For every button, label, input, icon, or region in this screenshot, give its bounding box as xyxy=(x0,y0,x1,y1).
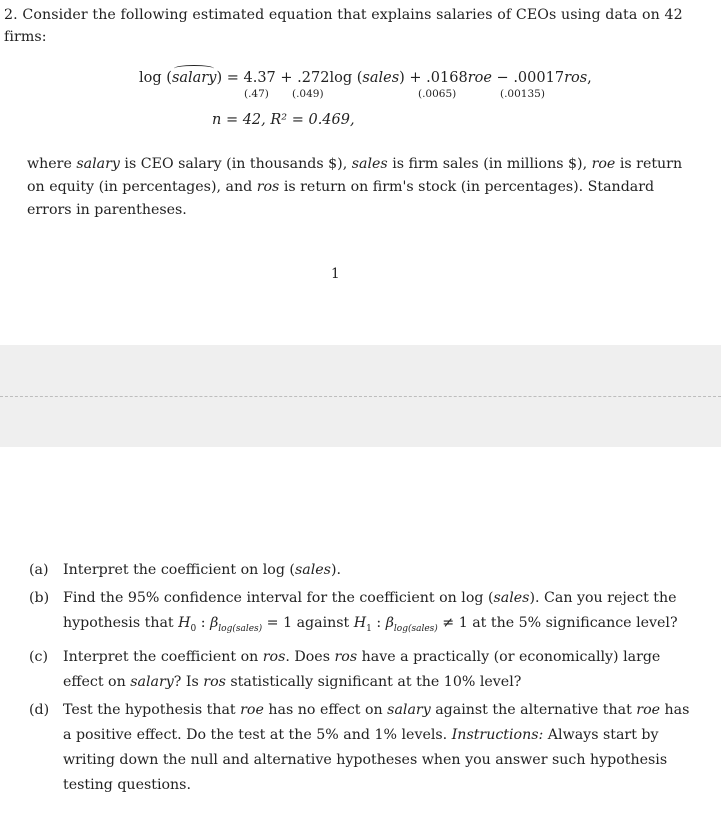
part-b-text-3: = 1 against xyxy=(262,615,354,631)
beta-symbol-2: β xyxy=(385,615,394,631)
part-b: (b) Find the 95% confidence interval for the coefficient on log (sales). Can you reject the hypothesis that $H_0$ : $\beta_{log(sales)} = 1$ against $H_1$ : $\beta_{log(sales)} \ne 1$ at the 5% significance level? xyxy=(29,586,694,642)
coef-sales: .272 xyxy=(297,70,330,86)
part-b-text-4: ≠ 1 at the 5% significance level? xyxy=(437,615,678,631)
part-b-beta-sub-2: log(sales) xyxy=(393,623,438,634)
desc-var-roe: roe xyxy=(591,156,616,172)
equals-sign: = xyxy=(226,70,239,86)
part-c-var-3: salary xyxy=(130,673,174,690)
part-d-text-3: against the alternative that xyxy=(430,701,637,718)
part-a xyxy=(29,558,694,583)
log-func-2: log xyxy=(329,70,353,86)
page-number: 1 xyxy=(331,266,340,282)
part-c-var-4: ros xyxy=(203,673,226,690)
part-c-var-2: ros xyxy=(334,648,358,665)
salary-hat: salary xyxy=(171,70,217,86)
question-intro-line2: firms: xyxy=(4,29,47,45)
intercept: 4.37 xyxy=(243,70,276,86)
part-b-label: (b) xyxy=(29,590,50,606)
log-func: log xyxy=(139,70,162,86)
part-c-text-1: Interpret the coefficient on xyxy=(63,648,263,665)
se-sales: (.049) xyxy=(292,88,324,100)
page-break xyxy=(0,345,721,447)
part-b-h1-sub: 1 xyxy=(366,623,372,634)
desc-text-4: is return on equity (in percentages), and xyxy=(27,156,683,195)
part-a-label: (a) xyxy=(29,562,49,578)
part-a-text-1: Interpret the coefficient on log ( xyxy=(63,562,295,578)
part-d-instructions-label: Instructions: xyxy=(451,726,544,743)
variable-description xyxy=(27,153,692,222)
question-intro-line1: Consider the following estimated equation that explains salaries of CEOs using data on 42 xyxy=(22,7,683,23)
part-c-text-2: . Does xyxy=(285,648,335,665)
part-d xyxy=(29,698,694,798)
desc-text-3: is firm sales (in millions $), xyxy=(387,156,592,172)
part-c xyxy=(29,645,694,695)
part-c-text-5: statistically significant at the 10% level? xyxy=(225,673,522,690)
beta-symbol: β xyxy=(210,615,219,631)
part-a-var: sales xyxy=(294,562,331,578)
desc-text-5: is return on firm's stock (in percentages). Standard errors in parentheses. xyxy=(27,179,655,218)
part-d-var-3: roe xyxy=(636,701,661,718)
part-b-beta-sub: log(sales) xyxy=(218,623,263,634)
desc-var-sales: sales xyxy=(351,156,388,172)
question-intro xyxy=(4,4,694,48)
coef-ros: .00017 xyxy=(513,70,565,86)
coef-roe: .0168 xyxy=(426,70,468,86)
var-roe: roe xyxy=(467,70,492,86)
var-sales: sales xyxy=(362,70,400,86)
page-break-divider xyxy=(0,396,721,397)
se-ros: (.00135) xyxy=(500,88,545,100)
sub-questions xyxy=(29,558,694,801)
part-d-var-2: salary xyxy=(387,701,431,718)
part-d-var-1: roe xyxy=(240,701,264,718)
estimated-equation: log (salary) = 4.37 + .272log (sales) + .0168roe − .00017ros, xyxy=(139,70,592,86)
desc-var-ros: ros xyxy=(256,179,280,195)
part-d-text-1: Test the hypothesis that xyxy=(63,701,241,718)
part-b-var: sales xyxy=(493,590,530,606)
desc-var-salary: salary xyxy=(76,156,120,172)
var-ros: ros xyxy=(564,70,588,86)
part-b-text-1: Find the 95% confidence interval for the coefficient on log ( xyxy=(63,590,494,606)
part-d-text-4: has a positive effect. Do the test at the 5% and 1% levels. xyxy=(63,701,690,743)
part-a-text-2: ). xyxy=(330,562,341,578)
part-d-text-2: has no effect on xyxy=(263,701,388,718)
part-b-h1: H xyxy=(353,615,367,631)
part-d-text-5: Always start by writing down the null and alternative hypotheses when you answer such hypothesis testing questions. xyxy=(63,726,668,793)
part-c-text-4: ? Is xyxy=(173,673,204,690)
part-c-text-3: have a practically (or economically) large effect on xyxy=(63,648,661,690)
part-c-var-1: ros xyxy=(262,648,286,665)
part-d-label: (d) xyxy=(29,701,50,718)
se-intercept: (.47) xyxy=(244,88,269,100)
desc-text-2: is CEO salary (in thousands $), xyxy=(119,156,352,172)
se-roe: (.0065) xyxy=(418,88,457,100)
question-number: 2. xyxy=(4,7,18,23)
sample-stats: n = 42, R² = 0.469, xyxy=(212,112,355,128)
desc-text-1: where xyxy=(27,156,77,172)
part-b-text-2: ). Can you reject the hypothesis that xyxy=(63,590,677,631)
part-b-h0: H xyxy=(178,615,191,631)
part-c-label: (c) xyxy=(29,648,49,665)
page-top xyxy=(0,0,721,345)
part-b-h0-sub: 0 xyxy=(190,623,197,634)
